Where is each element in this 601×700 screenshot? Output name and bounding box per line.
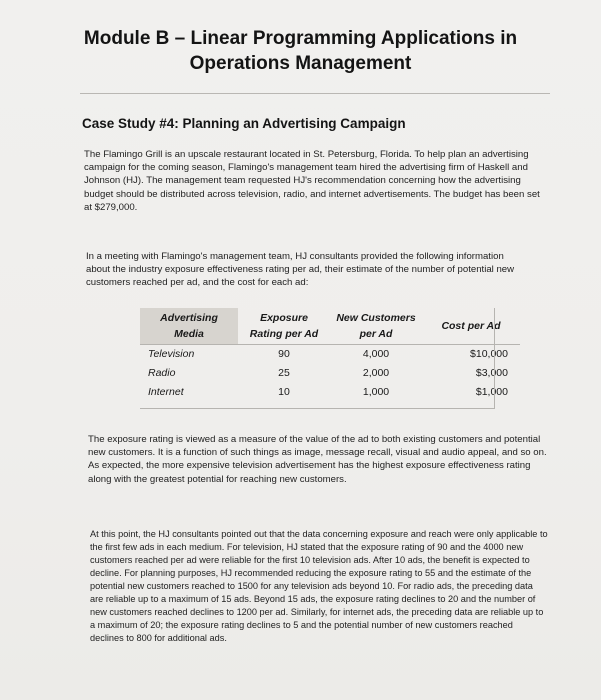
cost-cell: $10,000 xyxy=(470,348,508,360)
new-customers-cell: 2,000 xyxy=(362,367,390,379)
cost-cell: $3,000 xyxy=(475,367,508,379)
intro-paragraph: The Flamingo Grill is an upscale restaurant located in St. Petersburg, Florida. To help plan an advertising campaign for the coming season, Flamingo's management team hired the advertising firm of Haskell and Johnson (HJ). The management team requested HJ's recommendation concerning how the advertising budget should be distributed across television, radio, and internet advertisements. The budget has been set at $279,000. xyxy=(84,149,540,213)
consultants-paragraph: At this point, the HJ consultants pointed out that the data concerning exposure and reach were only applicable to the first few ads in each medium. For television, HJ stated that the exposure rating of 90 and the 4000 new customers reached per ad were reliable for the first 10 television ads. After 10 ads, the benefit is expected to decline. For planning purposes, HJ recommended reducing the exposure rating to 55 and the estimate of the potential new customers reached to 1500 for any television ads beyond 10. For radio ads, the preceding data are reliable up to a maximum of 15 ads. Beyond 15 ads, the exposure rating declines to 20 and the number of new customers reached declines to 1200 per ad. Similarly, for internet ads, the preceding data are reliable up to a maximum of 20; the exposure rating declines to 5 and the potential number of new customers reached declines to 800 for additional ads. xyxy=(90,529,548,643)
page-title xyxy=(0,26,601,76)
title-line-2: Operations Management xyxy=(189,53,412,74)
exposure-paragraph: The exposure rating is viewed as a measure of the value of the ad to both existing customers and potential new customers. It is a function of such things as image, message recall, visual and audio appeal, and so on. As expected, the more expensive television advertisement has the highest exposure effectiveness rating along with the greatest potential for reaching new customers. xyxy=(88,434,547,485)
header-exposure: Exposure Rating per Ad xyxy=(238,308,330,345)
divider xyxy=(80,93,550,94)
exposure-cell: 25 xyxy=(278,367,290,379)
exposure-cell: 10 xyxy=(278,386,290,398)
media-cell: Internet xyxy=(148,386,184,398)
title-line-1: Module B – Linear Programming Applications in xyxy=(83,28,518,49)
advertising-table xyxy=(140,308,520,402)
exposure-cell: 90 xyxy=(278,348,290,360)
header-cost: Cost per Ad xyxy=(422,308,520,345)
media-cell: Radio xyxy=(148,367,176,379)
meeting-paragraph: In a meeting with Flamingo's management team, HJ consultants provided the following information about the industry exposure effectiveness rating per ad, their estimate of the number of potential new customers reached per ad, and the cost for each ad: xyxy=(86,251,515,289)
cost-cell: $1,000 xyxy=(475,386,508,398)
new-customers-cell: 4,000 xyxy=(362,348,390,360)
media-cell: Television xyxy=(148,348,195,360)
new-customers-cell: 1,000 xyxy=(362,386,390,398)
table-row xyxy=(140,383,520,402)
header-media: Advertising Media xyxy=(140,308,238,345)
case-study-heading: Case Study #4: Planning an Advertising Campaign xyxy=(82,116,406,131)
table-row xyxy=(140,364,520,383)
header-new-customers: New Customers per Ad xyxy=(330,308,422,345)
table-row xyxy=(140,345,520,365)
